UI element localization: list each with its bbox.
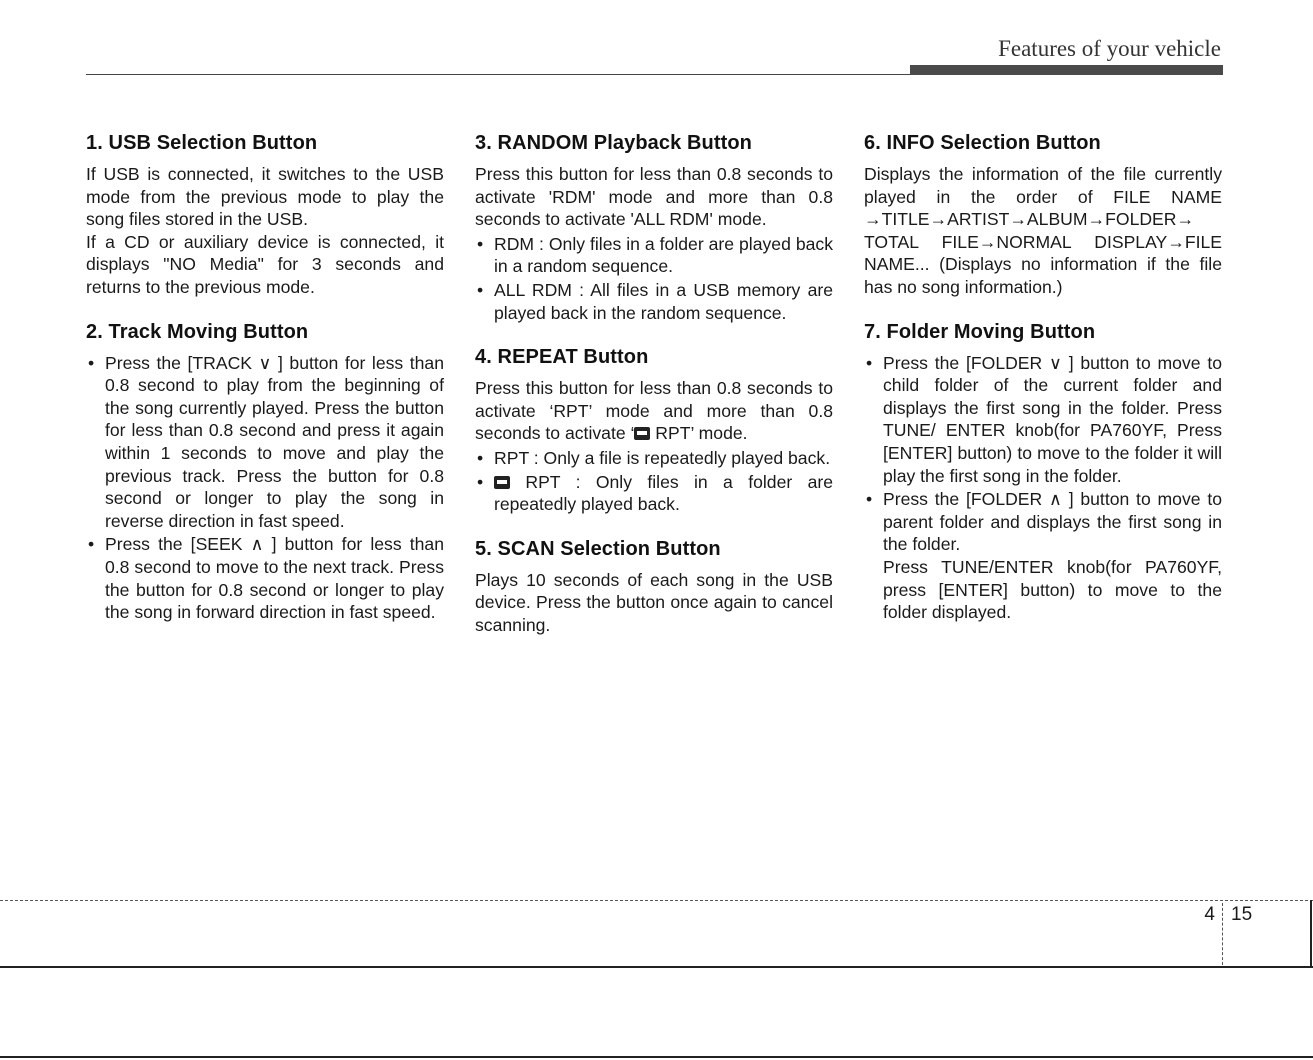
bullet-icon: •	[866, 489, 873, 510]
section-heading: 3. RANDOM Playback Button	[475, 132, 752, 154]
list-item	[475, 279, 833, 324]
folder-icon	[634, 427, 650, 440]
list-item	[86, 533, 444, 623]
section-paragraph	[475, 377, 833, 445]
header-rule-thin	[86, 74, 912, 75]
bullet-icon: •	[477, 233, 484, 254]
section-track-moving	[86, 321, 444, 624]
list-item	[864, 488, 1222, 624]
column-2	[475, 132, 833, 659]
list-item-text: RPT : Only a file is repeatedly played back.	[494, 447, 831, 468]
footer-right-rule	[1310, 900, 1312, 968]
section-paragraph: Plays 10 seconds of each song in the USB device. Press the button once again to cancel scanning.	[475, 569, 833, 635]
footer-dashed-rule	[0, 900, 1313, 901]
bullet-icon: •	[866, 352, 873, 373]
paragraph-text: Press this button for less than 0.8 seconds to activate ‘RPT’ mode and more than 0.8 seconds to activate ‘	[475, 378, 833, 444]
bullet-icon: •	[88, 534, 95, 555]
folder-icon	[494, 476, 510, 489]
bullet-icon: •	[477, 447, 484, 468]
bullet-list	[86, 352, 444, 624]
section-heading: 2. Track Moving Button	[86, 320, 309, 343]
section-heading: 7. Folder Moving Button	[864, 320, 1096, 343]
list-item-text: RDM : Only files in a folder are played back in a random sequence.	[494, 233, 833, 277]
section-random-playback	[475, 132, 833, 324]
list-item	[864, 352, 1222, 488]
bullet-icon: •	[477, 471, 484, 492]
list-item	[475, 447, 833, 470]
list-item-text: ALL RDM : All files in a USB memory are played back in the random sequence.	[494, 279, 833, 323]
bullet-list	[475, 233, 833, 324]
footer-page-divider	[1222, 903, 1223, 965]
bottom-border-line	[0, 1056, 1313, 1058]
list-item-text: Press the [FOLDER ∨ ] button to move to child folder of the current folder and displays the first song in the folder. Press TUNE/ ENTER knob(for PA760YF, Press [ENTER] button) to move to the folder it will play the first song in the folder.	[883, 352, 1222, 486]
list-item-extra-text: Press TUNE/ENTER knob(for PA760YF, press [ENTER] button) to move to the folder displayed.	[883, 556, 1222, 623]
bullet-icon: •	[477, 279, 484, 300]
list-item	[475, 471, 833, 516]
list-item-text: Press the [SEEK ∧ ] button for less than 0.8 second to move to the next track. Press the button for 0.8 second or longer to play the song in forward direction in fast speed.	[105, 534, 444, 623]
list-item-text: RPT : Only files in a folder are repeatedly played back.	[494, 471, 833, 515]
list-item	[86, 352, 444, 533]
bullet-list	[475, 447, 833, 516]
list-item-text: Press the [TRACK ∨ ] button for less than 0.8 second to play from the beginning of the song currently played. Press the button for less than 0.8 second and press it again within 1 seconds to move and play the previous track. Press the button for 0.8 second or longer to play the song in reverse direction in fast speed.	[105, 352, 444, 531]
section-heading: 5. SCAN Selection Button	[475, 537, 721, 560]
section-heading: 1. USB Selection Button	[86, 132, 318, 154]
paragraph-text: RPT’ mode.	[650, 423, 748, 444]
section-folder-moving	[864, 321, 1222, 624]
bullet-list	[864, 352, 1222, 624]
list-item-text: Press the [FOLDER ∧ ] button to move to parent folder and displays the first song in the folder.	[883, 489, 1222, 555]
section-scan-selection	[475, 538, 833, 637]
column-3	[864, 132, 1222, 646]
list-item	[475, 233, 833, 278]
bullet-icon: •	[88, 352, 95, 373]
column-1	[86, 132, 444, 646]
section-heading: 6. INFO Selection Button	[864, 132, 1101, 154]
section-paragraph: If USB is connected, it switches to the USB mode from the previous mode to play the song files stored in the USB.	[86, 164, 444, 230]
page-number: 15	[1231, 904, 1253, 925]
header-rule-thick	[910, 65, 1223, 75]
section-paragraph: Press this button for less than 0.8 seconds to activate 'RDM' mode and more than 0.8 seconds to activate 'ALL RDM' mode.	[475, 164, 833, 230]
section-paragraph: If a CD or auxiliary device is connected, it displays "NO Media" for 3 seconds and returns to the previous mode.	[86, 231, 444, 297]
section-paragraph: Displays the information of the file currently played in the order of FILE NAME →TITLE→ARTIST→ALBUM→FOLDER→ TOTAL FILE→NORMAL DISPLAY→FILE NAME... (Displays no information if the file has no song information.)	[864, 164, 1222, 297]
section-usb-selection	[86, 132, 444, 299]
section-repeat	[475, 346, 833, 516]
section-info-selection	[864, 132, 1222, 299]
section-heading: 4. REPEAT Button	[475, 346, 649, 369]
page-header-title: Features of your vehicle	[998, 36, 1221, 61]
chapter-number: 4	[1204, 904, 1215, 925]
footer-solid-rule	[0, 966, 1313, 968]
